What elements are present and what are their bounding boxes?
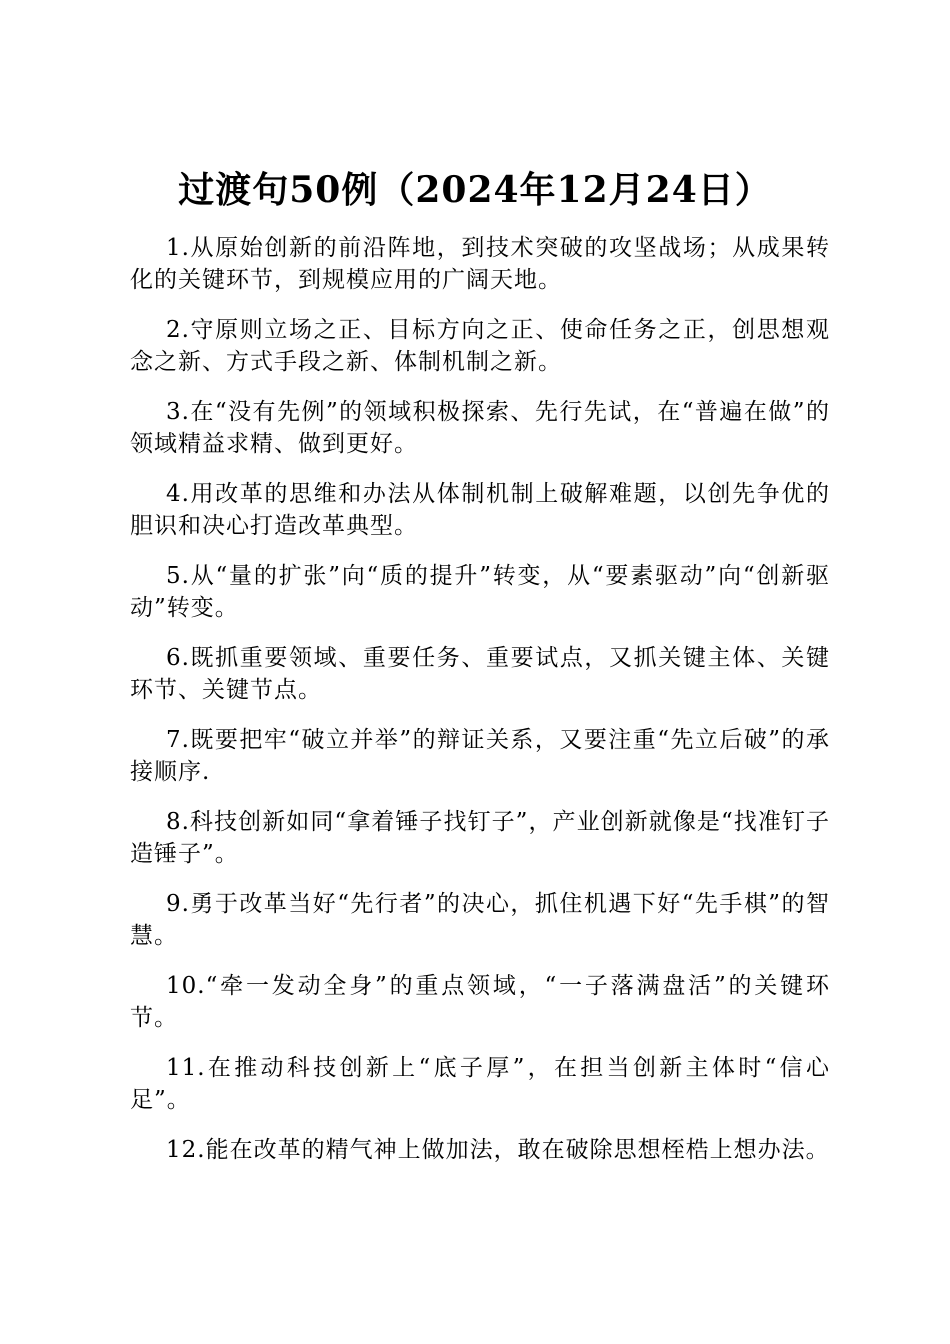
list-item: 7.既要把牢“破立并举”的辩证关系，又要注重“先立后破”的承接顺序. <box>130 727 830 785</box>
list-item: 1.从原始创新的前沿阵地，到技术突破的攻坚战场；从成果转化的关键环节，到规模应用的广阔天地。 <box>130 235 830 293</box>
list-item: 8.科技创新如同“拿着锤子找钉子”，产业创新就像是“找准钉子造锤子”。 <box>130 809 830 867</box>
list-item: 5.从“量的扩张”向“质的提升”转变，从“要素驱动”向“创新驱动”转变。 <box>130 563 830 621</box>
list-item: 2.守原则立场之正、目标方向之正、使命任务之正，创思想观念之新、方式手段之新、体制机制之新。 <box>130 317 830 375</box>
list-item: 6.既抓重要领域、重要任务、重要试点，又抓关键主体、关键环节、关键节点。 <box>130 645 830 703</box>
list-item: 4.用改革的思维和办法从体制机制上破解难题，以创先争优的胆识和决心打造改革典型。 <box>130 481 830 539</box>
list-item: 9.勇于改革当好“先行者”的决心，抓住机遇下好“先手棋”的智慧。 <box>130 891 830 949</box>
document-title: 过渡句50例（2024年12月24日） <box>178 169 772 211</box>
list-item: 10.“牵一发动全身”的重点领域，“一子落满盘活”的关键环节。 <box>130 973 830 1031</box>
list-item: 12.能在改革的精气神上做加法，敢在破除思想桎梏上想办法。 <box>166 1137 830 1163</box>
transition-sentence-list <box>130 232 830 1184</box>
list-item: 3.在“没有先例”的领域积极探索、先行先试，在“普遍在做”的领域精益求精、做到更好。 <box>130 399 830 457</box>
list-item: 11.在推动科技创新上“底子厚”，在担当创新主体时“信心足”。 <box>130 1055 830 1113</box>
